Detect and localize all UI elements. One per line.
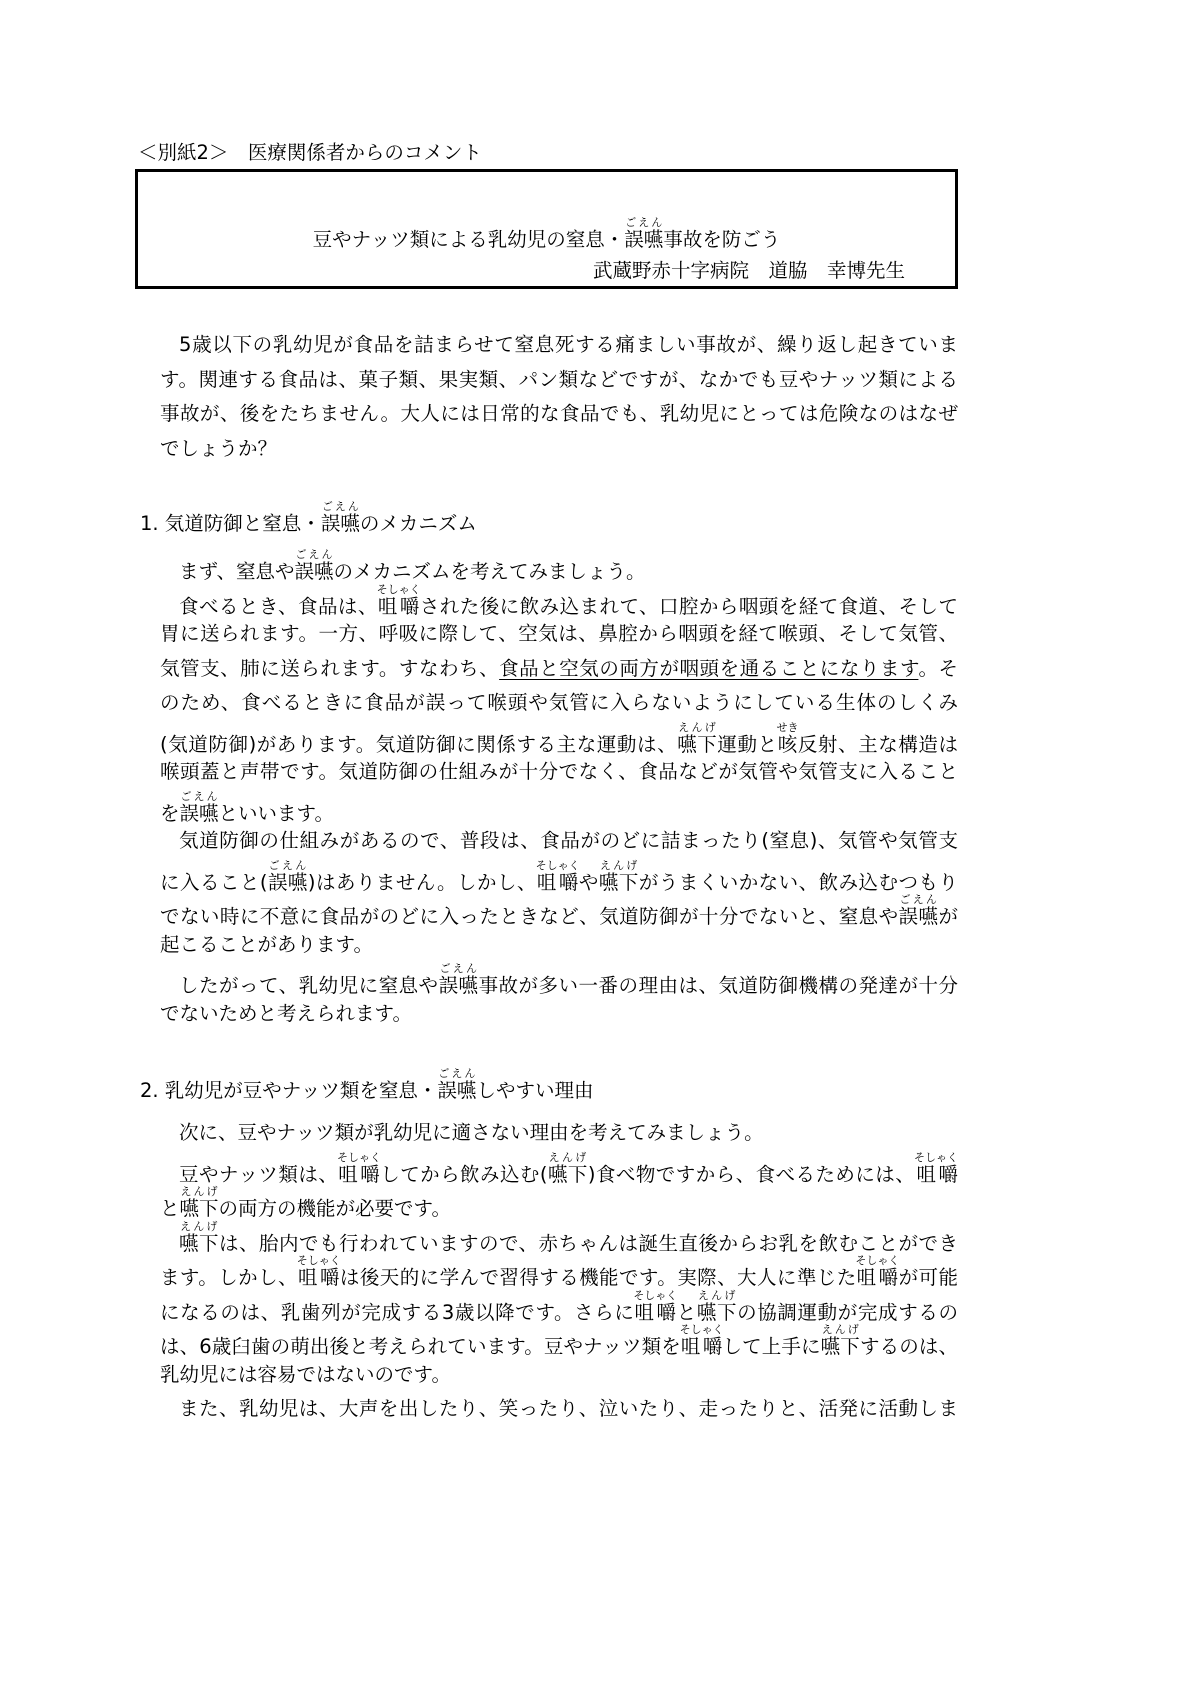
text-run: は後天的に学んで習得する機能です。実際、大人に準じた	[339, 1266, 857, 1289]
furigana: えんげ	[547, 1150, 588, 1164]
text-run: のメカニズムを考えてみましょう。	[333, 560, 646, 583]
furigana: えんげ	[820, 1323, 860, 1336]
furigana: そしゃく	[855, 1254, 900, 1267]
text-run: 反射、主な構造は	[797, 732, 958, 756]
text-run: 事故が多い一番の理由は、気道防御機構の発達が十分	[478, 974, 958, 997]
text-run: でないためと考えられます。	[160, 1001, 412, 1025]
text-run: 気管支、肺に送られます。すなわち、	[160, 656, 500, 680]
text-line	[160, 1392, 958, 1427]
furigana: そしゃく	[914, 1150, 958, 1164]
furigana: ごえん	[437, 1067, 477, 1080]
author-line: 武蔵野赤十字病院 道脇 幸博先生	[592, 259, 905, 282]
text-line	[160, 962, 958, 997]
text-run: するのは、	[859, 1335, 958, 1358]
ruby-word: 誤嚥ごえん	[320, 500, 360, 535]
text-line	[160, 617, 958, 652]
text-run: してから飲み込む(	[379, 1162, 548, 1186]
text-run: や	[578, 870, 599, 894]
text-run: でない時に不意に食品がのどに入ったときなど、気道防御が十分でないと、窒息や	[160, 905, 899, 928]
ruby-word: 誤嚥ごえん	[624, 216, 664, 251]
text-run: (気道防御)があります。気道防御に関係する主な運動は、	[160, 732, 678, 756]
text-run: しやすい理由	[476, 1079, 594, 1102]
furigana: そしゃく	[376, 582, 421, 596]
ruby-word: 誤嚥ごえん	[294, 548, 334, 583]
section-1-body	[160, 548, 958, 1031]
text-run: に入ること(	[160, 870, 268, 894]
text-run: になるのは、乳歯列が完成する3歳以降です。さらに	[160, 1300, 635, 1324]
text-run: と	[676, 1300, 697, 1324]
text-run: といいます。	[218, 801, 334, 825]
text-run: のメカニズム	[359, 512, 477, 535]
text-run: がうまくいかない、飲み込むつもり	[638, 870, 958, 894]
ruby-word: 誤嚥ごえん	[179, 789, 219, 825]
furigana: ごえん	[320, 500, 360, 513]
text-line	[160, 824, 958, 859]
furigana: ごえん	[179, 789, 219, 803]
text-run: 豆やナッツ類による乳幼児の窒息・	[312, 228, 625, 251]
text-run: 次に、豆やナッツ類が乳幼児に適さない理由を考えてみましょう。	[179, 1121, 764, 1144]
furigana: えんげ	[598, 858, 639, 872]
text-run: 事故が、後をたちません。大人には日常的な食品でも、乳幼児にとっては危険なのはなぜ	[160, 402, 958, 425]
text-run: でしょうか？	[160, 436, 278, 460]
ruby-word: 嚥下えんげ	[696, 1288, 738, 1324]
intro-paragraph	[160, 328, 958, 466]
text-line	[160, 363, 958, 398]
text-run: 食べるとき、食品は、	[179, 594, 378, 618]
ruby-word: 咀嚼そしゃく	[376, 582, 421, 618]
section-2-body	[160, 1116, 958, 1427]
furigana: えんげ	[696, 1288, 737, 1302]
ruby-word: 嚥下えんげ	[820, 1323, 860, 1358]
furigana: ごえん	[294, 548, 334, 561]
ruby-word: 咀嚼そしゃく	[535, 858, 580, 894]
ruby-word: 咳せき	[776, 720, 799, 756]
text-run: が可能	[898, 1266, 958, 1289]
text-run: )食べ物ですから、食べるためには、	[587, 1162, 916, 1186]
ruby-word: 嚥下えんげ	[179, 1185, 219, 1220]
text-line	[160, 1151, 958, 1186]
furigana: そしゃく	[679, 1323, 724, 1336]
text-run: 運動と	[717, 732, 778, 756]
furigana: ごえん	[898, 893, 939, 906]
text-line	[160, 686, 958, 721]
text-run: ます。しかし、	[160, 1266, 298, 1289]
text-line	[160, 548, 958, 583]
ruby-word: 咀嚼そしゃく	[296, 1254, 341, 1289]
text-run: 起こることがあります。	[160, 932, 373, 956]
text-run: 喉頭蓋と声帯です。気道防御の仕組みが十分でなく、食品などが気管や気管支に入ること	[160, 760, 958, 783]
text-line	[160, 790, 958, 825]
text-line	[160, 721, 958, 756]
furigana: えんげ	[179, 1185, 219, 1198]
text-line	[160, 397, 958, 432]
text-line	[160, 328, 958, 363]
text-run: 。そ	[918, 656, 958, 680]
furigana: そしゃく	[633, 1288, 678, 1302]
text-run: の両方の機能が必要です。	[218, 1197, 451, 1220]
ruby-word: 誤嚥ごえん	[438, 962, 479, 997]
text-run: まず、窒息や	[179, 560, 295, 583]
ruby-word: 嚥下えんげ	[598, 858, 639, 894]
furigana: えんげ	[179, 1219, 219, 1233]
document-title	[138, 216, 955, 255]
text-run: 気道防御の仕組みがあるので、普段は、食品がのどに詰まったり(窒息)、気管や気管支	[179, 829, 958, 852]
text-run: して上手に	[722, 1335, 821, 1358]
ruby-word: 咀嚼そしゃく	[855, 1254, 900, 1289]
text-run: が	[938, 905, 958, 928]
furigana: せき	[776, 720, 799, 734]
ruby-word: 嚥下えんげ	[179, 1219, 219, 1255]
text-run: 5歳以下の乳幼児が食品を詰まらせて窒息死する痛ましい事故が、繰り返し起きていま	[179, 333, 958, 356]
text-run: 1. 気道防御と窒息・	[140, 512, 321, 535]
text-run: 乳幼児には容易ではないのです。	[160, 1362, 451, 1386]
text-run: また、乳幼児は、大声を出したり、笑ったり、泣いたり、走ったりと、活発に活動しま	[179, 1397, 958, 1420]
text-run: と	[160, 1197, 180, 1220]
text-line	[160, 652, 958, 687]
ruby-word: 咀嚼そしゃく	[337, 1150, 382, 1186]
text-run: のため、食べるときに食品が誤って喉頭や気管に入らないようにしている生体のしくみ	[160, 691, 958, 714]
furigana: そしゃく	[337, 1150, 382, 1164]
furigana: えんげ	[677, 720, 717, 734]
text-run: したがって、乳幼児に窒息や	[179, 974, 439, 997]
section-2-heading	[140, 1067, 593, 1101]
attachment-header: ＜別紙2＞ 医療関係者からのコメント	[138, 141, 482, 164]
ruby-word: 咀嚼そしゃく	[914, 1150, 958, 1186]
furigana: そしゃく	[296, 1254, 341, 1267]
ruby-word: 誤嚥ごえん	[437, 1067, 477, 1102]
text-run: は、胎内でも行われていますので、赤ちゃんは誕生直後からお乳を飲むことができ	[219, 1231, 958, 1255]
text-run: 事故を防ごう	[663, 228, 781, 251]
title-box	[135, 169, 958, 289]
text-run: は、6歳臼歯の萌出後と考えられています。豆やナッツ類を	[160, 1335, 681, 1358]
text-run: )はありません。しかし、	[307, 870, 537, 894]
text-run: の協調運動が完成するの	[737, 1300, 958, 1324]
text-run: を	[160, 801, 180, 825]
ruby-word: 嚥下えんげ	[547, 1150, 588, 1186]
section-1-heading	[140, 500, 477, 534]
text-run: 胃に送られます。一方、呼吸に際して、空気は、鼻腔から咽頭を経て喉頭、そして気管、	[160, 622, 958, 645]
text-line	[160, 1116, 958, 1151]
text-run: 豆やナッツ類は、	[179, 1162, 339, 1186]
underlined-text: 食品と空気の両方が咽頭を通ることになります	[499, 656, 919, 680]
text-run: 2. 乳幼児が豆やナッツ類を窒息・	[140, 1079, 438, 1102]
ruby-word: 誤嚥ごえん	[267, 858, 308, 894]
text-line	[160, 859, 958, 894]
furigana: ごえん	[438, 962, 479, 975]
furigana: そしゃく	[535, 858, 580, 872]
text-line	[160, 755, 958, 790]
ruby-word: 咀嚼そしゃく	[633, 1288, 678, 1324]
text-run: された後に飲み込まれて、口腔から咽頭を経て食道、そして	[419, 594, 958, 618]
furigana: ごえん	[624, 216, 664, 229]
furigana: ごえん	[267, 858, 308, 872]
text-line	[160, 432, 958, 467]
ruby-word: 誤嚥ごえん	[898, 893, 939, 928]
ruby-word: 咀嚼そしゃく	[679, 1323, 724, 1358]
text-run: す。関連する食品は、菓子類、果実類、パン類などですが、なかでも豆やナッツ類による	[160, 367, 958, 391]
ruby-word: 嚥下えんげ	[677, 720, 718, 756]
